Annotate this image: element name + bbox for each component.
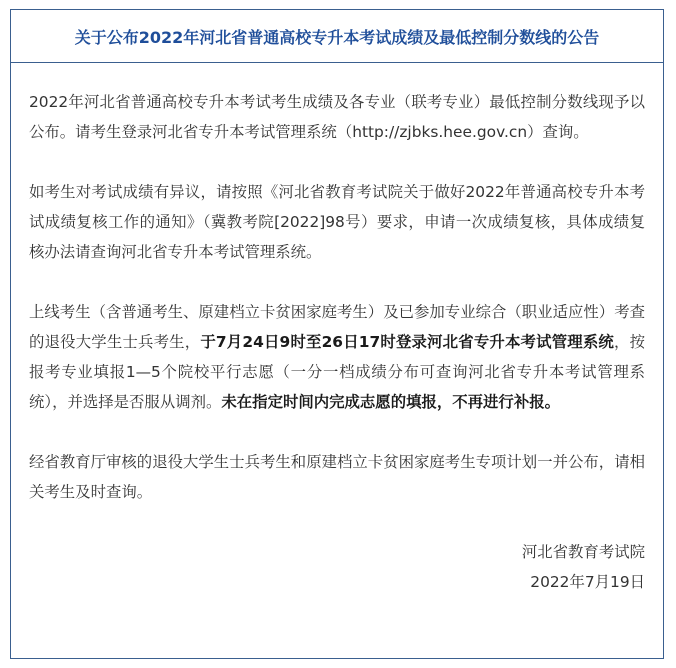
no-late-application-bold: 未在指定时间内完成志愿的填报，不再进行补报。 xyxy=(221,393,560,411)
signature-date: 2022年7月19日 xyxy=(530,573,645,591)
application-text-2: ，按报考专业填报1—5个院校平行志愿（一分一档成绩分布可查询河北省专升本考试管理系统），并选择是否服从调剂。 xyxy=(29,333,645,411)
notice-frame xyxy=(10,9,664,659)
paragraph-score-review: 如考生对考试成绩有异议，请按照《河北省教育考试院关于做好2022年普通高校专升本考试成绩复核工作的通知》（冀教考院[2022]98号）要求，申请一次成绩复核，具体成绩复核办法请查询河北省专升本考试管理系统。 xyxy=(29,183,645,261)
paragraph-scores-published: 2022年河北省普通高校专升本考试考生成绩及各专业（联考专业）最低控制分数线现予以公布。请考生登录河北省专升本考试管理系统（http://zjbks.hee.gov.cn）查询。 xyxy=(29,93,645,141)
notice-title: 关于公布2022年河北省普通高校专升本考试成绩及最低控制分数线的公告 xyxy=(74,27,600,47)
application-text-1: 上线考生（含普通考生、原建档立卡贫困家庭考生）及已参加专业综合（职业适应性）考查的退役大学生士兵考生， xyxy=(29,303,645,351)
paragraph-special-plan: 经省教育厅审核的退役大学生士兵考生和原建档立卡贫困家庭考生专项计划一并公布，请相关考生及时查询。 xyxy=(29,453,645,501)
signature-organization: 河北省教育考试院 xyxy=(521,543,645,561)
notice-body xyxy=(11,63,663,597)
paragraph-application xyxy=(29,297,645,417)
application-deadline-bold: 于7月24日9时至26日17时登录河北省专升本考试管理系统 xyxy=(200,333,615,351)
notice-title-bar xyxy=(11,10,663,63)
